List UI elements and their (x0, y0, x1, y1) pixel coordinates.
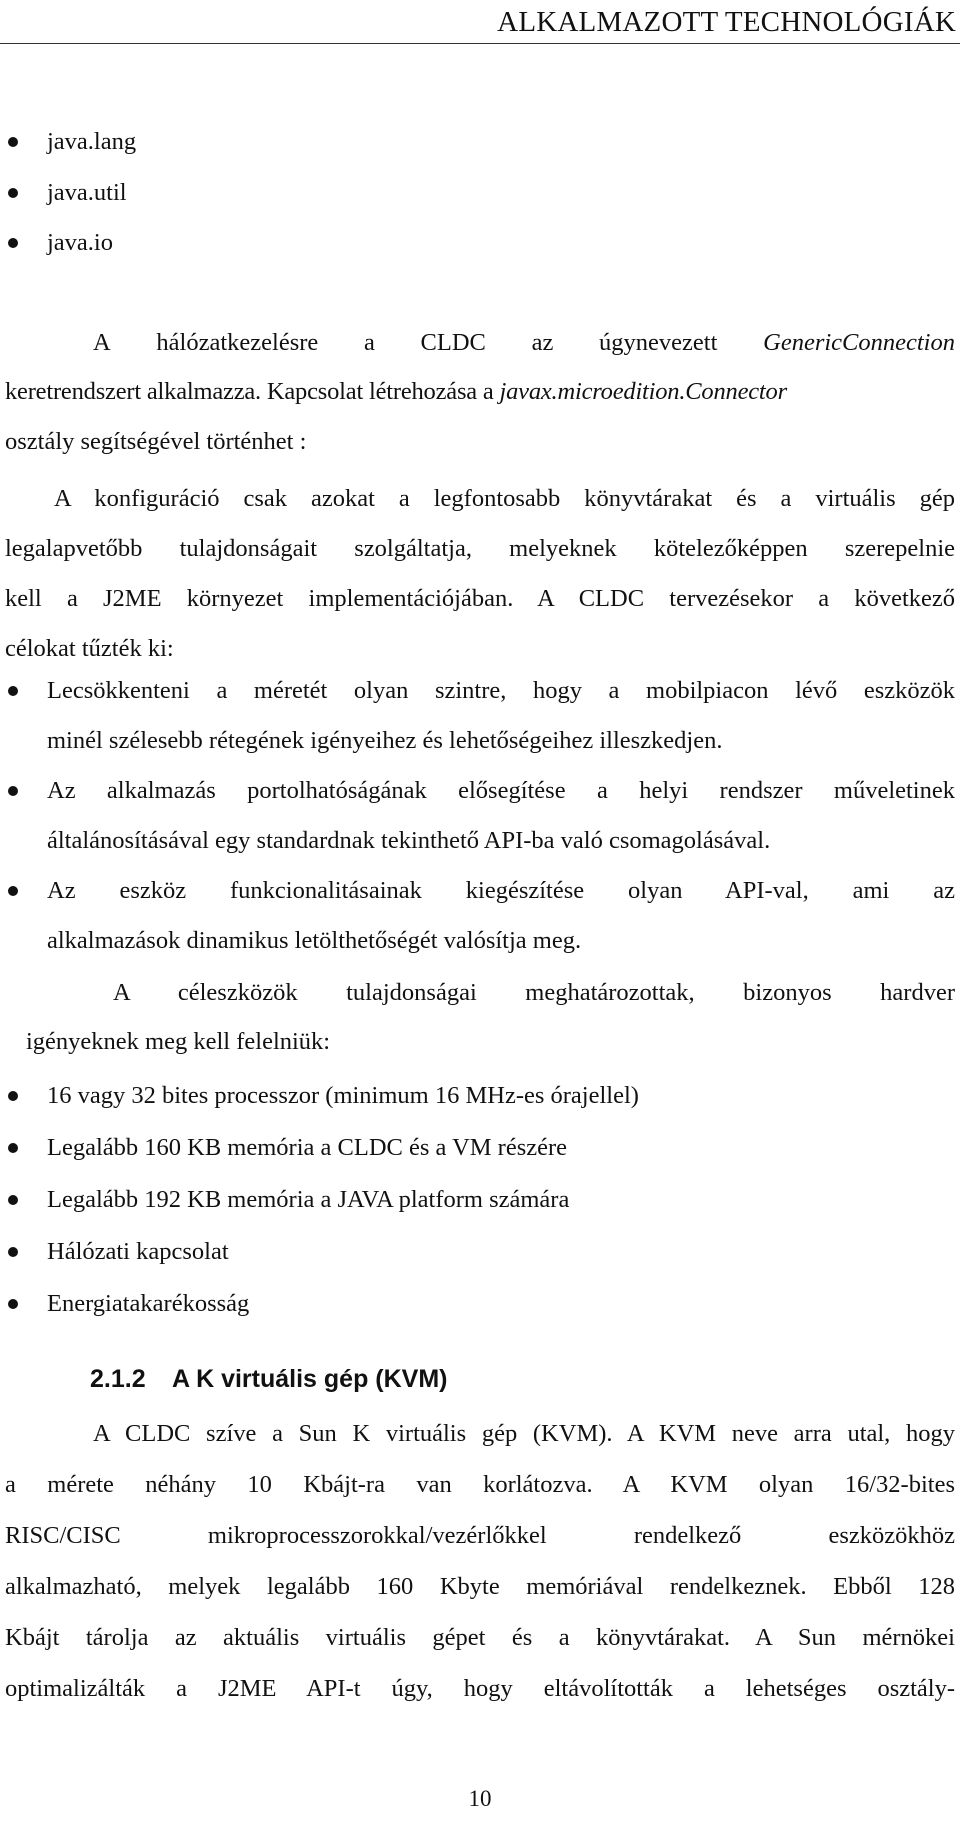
package-item: java.io (47, 229, 113, 256)
kvm-line-6: optimalizálták a J2ME API-t úgy, hogy eltávolították a lehetséges osztály- (5, 1675, 955, 1702)
bullet-icon (8, 686, 18, 696)
config-line-3: kell a J2ME környezet implementációjában. A CLDC tervezésekor a következő (5, 585, 955, 612)
config-line-1: A konfiguráció csak azokat a legfontosabb könyvtárakat és a virtuális gép (54, 485, 955, 512)
kvm-line-3: RISC/CISC mikroprocesszorokkal/vezérlőkkel rendelkező eszközökhöz (5, 1522, 955, 1549)
intro-word: úgynevezett (599, 329, 718, 356)
requirement-item: Legalább 160 KB memória a CLDC és a VM részére (47, 1134, 568, 1161)
section-title: A K virtuális gép (KVM) (172, 1365, 448, 1393)
config-line-4: célokat tűzték ki: (5, 635, 174, 662)
bullet-icon (8, 886, 18, 896)
bullet-icon (8, 1299, 18, 1309)
requirement-item: 16 vagy 32 bites processzor (minimum 16 MHz-es órajellel) (47, 1082, 639, 1109)
header-rule (0, 43, 960, 44)
bullet-icon (8, 1247, 18, 1257)
config-line-2: legalapvetőbb tulajdonságait szolgáltatja, melyeknek kötelezőképpen szerepelnie (5, 535, 955, 562)
package-item: java.util (47, 179, 127, 206)
goal-item-line-2: minél szélesebb rétegének igényeihez és lehetőségeihez illeszkedjen. (47, 727, 723, 754)
kvm-line-1: A CLDC szíve a Sun K virtuális gép (KVM). A KVM neve arra utal, hogy (93, 1420, 955, 1447)
goal-item-line-1: Lecsökkenteni a méretét olyan szintre, hogy a mobilpiacon lévő eszközök (47, 677, 955, 704)
header-title: ALKALMAZOTT TECHNOLÓGIÁK (497, 6, 956, 38)
intro-word: az (531, 329, 554, 356)
intro-word: a (363, 329, 375, 356)
intro-word-italic: GenericConnection (763, 329, 955, 356)
bullet-icon (8, 1091, 18, 1101)
goal-item-line-1: Az eszköz funkcionalitásainak kiegészítése olyan API-val, ami az (47, 877, 955, 904)
intro-word: CLDC (420, 329, 486, 356)
goal-item-line-2: alkalmazások dinamikus letölthetőségét valósítja meg. (47, 927, 582, 954)
requirement-item: Energiatakarékosság (47, 1290, 250, 1317)
bullet-icon (8, 238, 18, 248)
intro-word: hálózatkezelésre (156, 329, 319, 356)
intro-word: A (93, 329, 111, 356)
goal-item-line-2: általánosításával egy standardnak tekinthető API-ba való csomagolásával. (47, 827, 771, 854)
page-number: 10 (468, 1786, 492, 1811)
hardware-line-1: A céleszközök tulajdonságai meghatározottak, bizonyos hardver (113, 979, 955, 1006)
kvm-line-5: Kbájt tárolja az aktuális virtuális gépet és a könyvtárakat. A Sun mérnökei (5, 1624, 955, 1651)
intro-line-2-text: keretrendszert alkalmazza. Kapcsolat létrehozása a (5, 378, 500, 405)
requirement-item: Legalább 192 KB memória a JAVA platform számára (47, 1186, 570, 1213)
hardware-line-2: igényeknek meg kell felelniük: (26, 1028, 331, 1055)
kvm-line-4: alkalmazható, melyek legalább 160 Kbyte memóriával rendelkeznek. Ebből 128 (5, 1573, 955, 1600)
bullet-icon (8, 1143, 18, 1153)
goal-item-line-1: Az alkalmazás portolhatóságának elősegítése a helyi rendszer műveletinek (47, 777, 955, 804)
section-heading (90, 1365, 448, 1394)
running-header (0, 0, 960, 44)
kvm-line-2: a mérete néhány 10 Kbájt-ra van korlátozva. A KVM olyan 16/32-bites (5, 1471, 955, 1498)
requirement-item: Hálózati kapcsolat (47, 1238, 229, 1265)
bullet-icon (8, 188, 18, 198)
bullet-icon (8, 786, 18, 796)
section-number: 2.1.2 (90, 1365, 146, 1393)
bullet-icon (8, 1195, 18, 1205)
connector-class-name: javax.microedition.Connector (499, 378, 787, 405)
intro-line-3: osztály segítségével történhet : (5, 428, 307, 455)
package-item: java.lang (47, 128, 137, 155)
intro-line-2 (5, 367, 787, 417)
bullet-icon (8, 137, 18, 147)
intro-line-1 (93, 318, 955, 368)
